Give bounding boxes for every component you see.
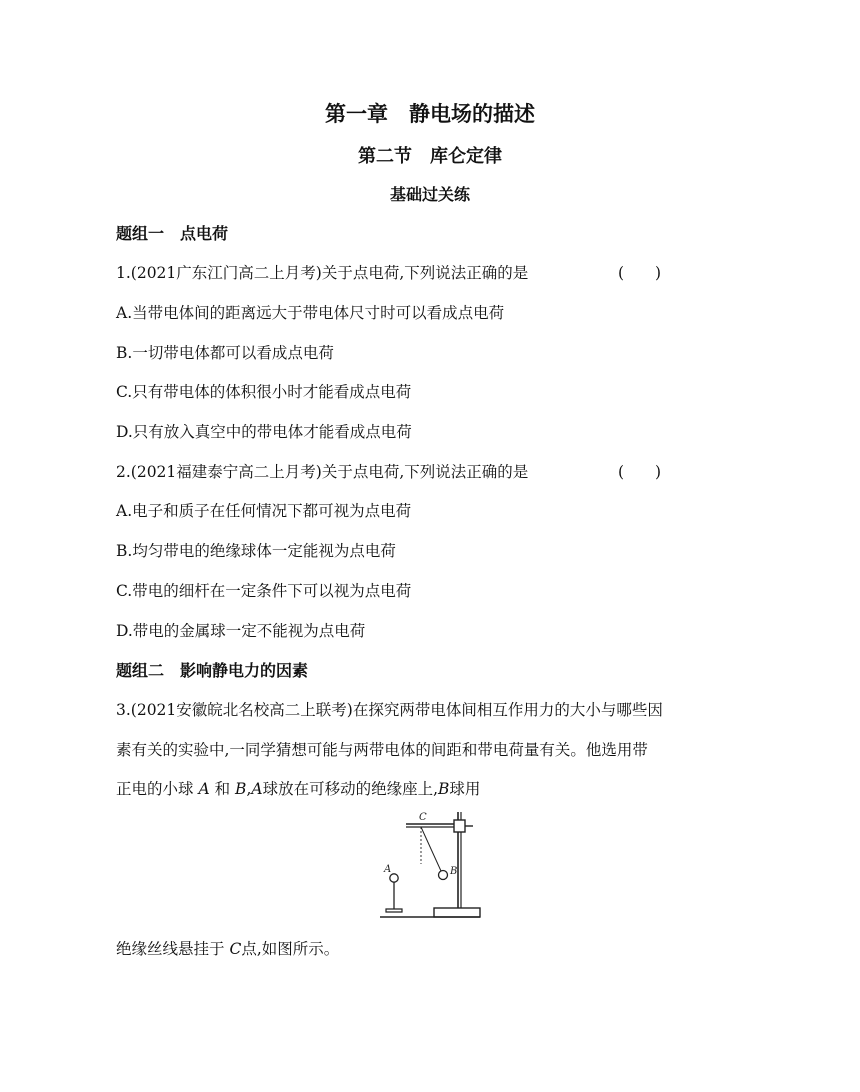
question-2-stem: 2.(2021福建泰宁高二上月考)关于点电荷,下列说法正确的是 <box>116 463 529 481</box>
question-2-option-c: C.带电的细杆在一定条件下可以视为点电荷 <box>116 582 412 600</box>
question-2-option-d: D.带电的金属球一定不能视为点电荷 <box>116 622 366 640</box>
line3-mid: 球放在可移动的绝缘座上, <box>262 780 439 798</box>
line3-ball-b: B <box>235 780 247 798</box>
after-point-c: C <box>229 940 242 958</box>
line3-comma: , <box>246 780 252 798</box>
question-1-option-d: D.只有放入真空中的带电体才能看成点电荷 <box>116 423 412 441</box>
question-2-answer-paren: ( ) <box>618 463 662 481</box>
question-1-option-a: A.当带电体间的距离远大于带电体尺寸时可以看成点电荷 <box>116 304 505 322</box>
string <box>421 827 441 871</box>
section-title: 第二节 库仑定律 <box>358 146 502 167</box>
group-title-2: 题组二 影响静电力的因素 <box>116 661 309 680</box>
question-1-answer-paren: ( ) <box>618 264 662 282</box>
question-2-option-a: A.电子和质子在任何情况下都可视为点电荷 <box>116 502 412 520</box>
question-3-line-1: 3.(2021安徽皖北名校高二上联考)在探究两带电体间相互作用力的大小与哪些因 <box>116 701 663 719</box>
line3-text-he: 和 <box>214 780 231 798</box>
ball-a <box>390 874 398 882</box>
question-2-option-b: B.均匀带电的绝缘球体一定能视为点电荷 <box>116 542 396 560</box>
question-1-option-b: B.一切带电体都可以看成点电荷 <box>116 344 334 362</box>
line3-ball-a-2: A <box>251 780 263 798</box>
line3-ball-b-2: B <box>438 780 450 798</box>
group-title-1: 题组一 点电荷 <box>116 224 229 243</box>
label-c: C <box>419 812 427 823</box>
question-3-line-2: 素有关的实验中,一同学猜想可能与两带电体的间距和带电荷量有关。他选用带 <box>116 741 648 759</box>
chapter-title: 第一章 静电场的描述 <box>325 102 535 126</box>
label-b: B <box>450 866 458 877</box>
experiment-figure <box>376 808 486 924</box>
stand-clamp <box>454 820 465 832</box>
subsection-title: 基础过关练 <box>389 185 470 204</box>
after-suffix: 点,如图所示。 <box>241 940 340 958</box>
stand-base <box>434 908 480 917</box>
line3-ball-a: A <box>198 780 210 798</box>
ball-b <box>439 871 448 880</box>
label-a: A <box>384 864 392 875</box>
after-prefix: 绝缘丝线悬挂于 <box>116 940 225 958</box>
question-3-line-3 <box>116 777 480 799</box>
question-3-after-figure <box>116 937 339 959</box>
question-1-stem: 1.(2021广东江门高二上月考)关于点电荷,下列说法正确的是 <box>116 264 529 282</box>
line3-prefix: 正电的小球 <box>116 780 194 798</box>
line3-suffix: 球用 <box>449 780 481 798</box>
question-1-option-c: C.只有带电体的体积很小时才能看成点电荷 <box>116 383 412 401</box>
